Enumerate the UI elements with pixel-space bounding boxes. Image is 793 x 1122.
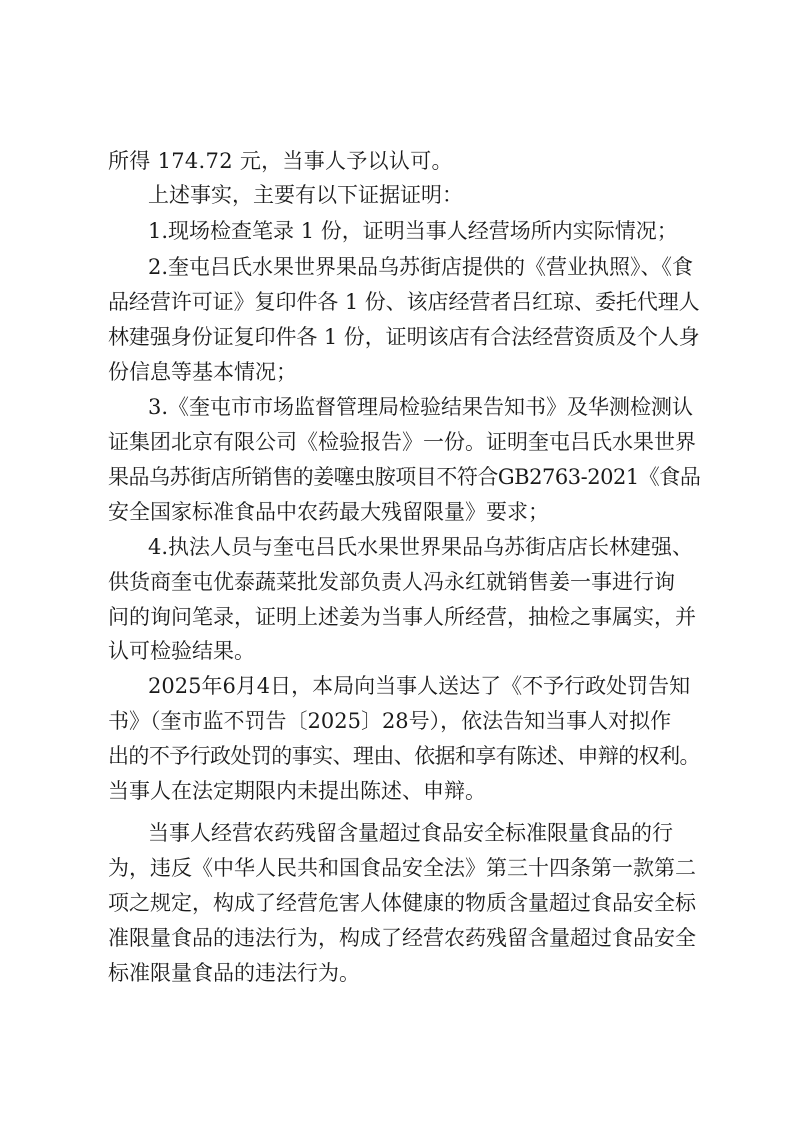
text-line: 1.现场检查笔录 1 份，证明当事人经营场所内实际情况； <box>148 219 678 243</box>
text-line: 当事人在法定期限内未提出陈述、申辩。 <box>108 779 486 803</box>
text-line: 3.《奎屯市市场监督管理局检验结果告知书》及华测检测认 <box>148 395 694 419</box>
text-line: 2.奎屯吕氏水果世界果品乌苏街店提供的《营业执照》、《食 <box>148 255 694 279</box>
text-line: 所得 174.72 元，当事人予以认可。 <box>108 149 453 173</box>
text-line: 品经营许可证》复印件各 1 份、该店经营者吕红琼、委托代理人 <box>108 290 700 314</box>
text-line: 认可检验结果。 <box>108 639 255 663</box>
text-line: 标准限量食品的违法行为。 <box>108 961 360 985</box>
text-line: 安全国家标准食品中农药最大残留限量》要求； <box>108 500 549 524</box>
text-line: 林建强身份证复印件各 1 份，证明该店有合法经营资质及个人身 <box>108 325 700 349</box>
text-line: 供货商奎屯优泰蔬菜批发部负责人冯永红就销售姜一事进行询 <box>108 570 675 594</box>
text-line: 2025年6月4日，本局向当事人送达了《不予行政处罚告知 <box>148 674 691 698</box>
text-line: 为，违反《中华人民共和国食品安全法》第三十四条第一款第二 <box>108 856 696 880</box>
text-line: 书》（奎市监不罚告〔2025〕28号），依法告知当事人对拟作 <box>108 709 672 733</box>
text-line: 出的不予行政处罚的事实、理由、依据和享有陈述、申辩的权利。 <box>108 744 700 768</box>
text-line: 证集团北京有限公司《检验报告》一份。证明奎屯吕氏水果世界 <box>108 430 696 454</box>
text-line: 份信息等基本情况； <box>108 360 297 384</box>
text-line: 上述事实，主要有以下证据证明： <box>148 183 463 207</box>
text-line: 4.执法人员与奎屯吕氏水果世界果品乌苏街店店长林建强、 <box>148 535 694 559</box>
text-line: 当事人经营农药残留含量超过食品安全标准限量食品的行 <box>148 821 673 845</box>
text-line: 项之规定，构成了经营危害人体健康的物质含量超过食品安全标 <box>108 891 696 915</box>
text-line: 准限量食品的违法行为，构成了经营农药残留含量超过食品安全 <box>108 926 696 950</box>
text-line: 问的询问笔录，证明上述姜为当事人所经营，抽检之事属实，并 <box>108 605 696 629</box>
text-line: 果品乌苏街店所销售的姜噻虫胺项目不符合GB2763-2021《食品 <box>108 465 701 489</box>
